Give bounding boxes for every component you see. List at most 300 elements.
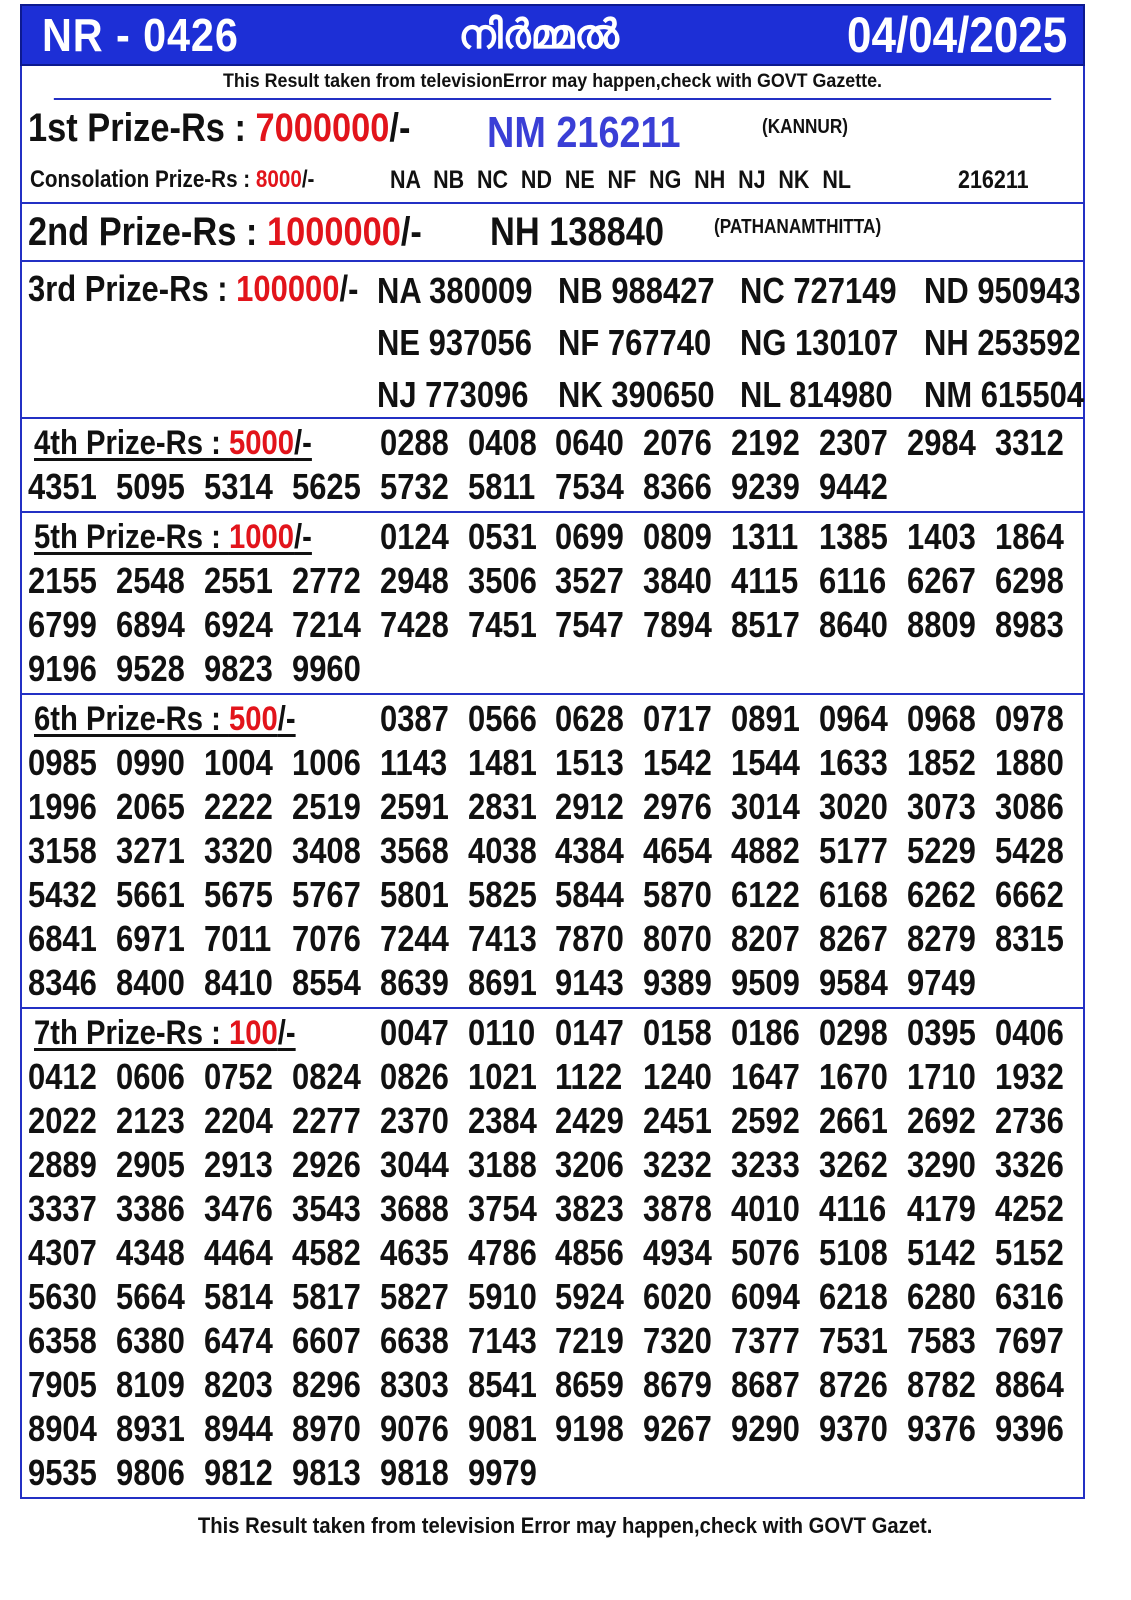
winning-number: 8400 xyxy=(115,962,185,1003)
prize-amount: 1000 xyxy=(228,518,295,556)
winning-number: 3262 xyxy=(819,1144,889,1185)
prize-amount: 500 xyxy=(228,700,278,738)
first-prize-ticket: NM 216211 xyxy=(487,108,681,157)
winning-number: 0124 xyxy=(379,516,449,557)
winning-number: 5825 xyxy=(467,874,537,915)
winning-number: 4348 xyxy=(115,1232,185,1273)
winning-number: 0186 xyxy=(731,1012,801,1053)
winning-number: 6358 xyxy=(28,1320,97,1361)
winning-number: 3020 xyxy=(819,786,889,827)
winning-number: 3206 xyxy=(555,1144,625,1185)
winning-number: 3543 xyxy=(291,1188,361,1229)
prize-label: 6th Prize-Rs xyxy=(34,700,203,738)
winning-number: 0606 xyxy=(115,1056,185,1097)
third-prize-ticket: NL 814980 xyxy=(739,374,893,415)
winning-number: 7547 xyxy=(555,604,625,645)
winning-number: 9535 xyxy=(28,1452,97,1493)
winning-number: 1143 xyxy=(379,742,447,783)
winning-number: 8279 xyxy=(907,918,977,959)
winning-number: 7413 xyxy=(467,918,537,959)
winning-number: 8554 xyxy=(291,962,361,1003)
winning-number: 5661 xyxy=(115,874,185,915)
winning-number: 2912 xyxy=(555,786,625,827)
winning-number: 5142 xyxy=(907,1232,977,1273)
third-prize-ticket: NK 390650 xyxy=(557,374,715,415)
winning-number: 9196 xyxy=(28,648,97,689)
second-prize-ticket: NH 138840 xyxy=(490,210,665,254)
winning-number: 2429 xyxy=(555,1100,625,1141)
winning-number: 3878 xyxy=(643,1188,713,1229)
top-notice: This Result taken from televisionError may happen,check with GOVT Gazette. xyxy=(54,66,1051,100)
winning-number: 8726 xyxy=(819,1364,889,1405)
second-prize-suffix: /- xyxy=(400,210,422,254)
winning-number: 0110 xyxy=(467,1012,535,1053)
winning-number: 2307 xyxy=(819,422,889,463)
second-prize-title xyxy=(28,210,486,255)
header-bar xyxy=(20,4,1085,66)
winning-number: 7894 xyxy=(643,604,713,645)
winning-number: 1544 xyxy=(731,742,801,783)
winning-number: 0699 xyxy=(555,516,625,557)
winning-number: 3290 xyxy=(907,1144,977,1185)
winning-number: 8687 xyxy=(731,1364,801,1405)
winning-number: 0891 xyxy=(731,698,801,739)
first-prize-section xyxy=(22,100,1083,204)
winning-number: 1481 xyxy=(467,742,537,783)
winning-number: 2976 xyxy=(643,786,713,827)
winning-number: 9979 xyxy=(467,1452,537,1493)
winning-number: 5229 xyxy=(907,830,977,871)
winning-number: 7870 xyxy=(555,918,625,959)
prize-label: 7th Prize-Rs xyxy=(34,1014,203,1052)
winning-number: 5675 xyxy=(203,874,273,915)
winning-number: 2551 xyxy=(203,560,273,601)
winning-number: 4635 xyxy=(379,1232,449,1273)
winning-number: 8809 xyxy=(907,604,977,645)
winning-number: 0752 xyxy=(203,1056,273,1097)
winning-number: 2661 xyxy=(819,1100,889,1141)
winning-number: 5625 xyxy=(291,466,361,507)
winning-number: 2692 xyxy=(907,1100,977,1141)
prize-section xyxy=(22,419,1083,513)
winning-number: 1542 xyxy=(643,742,713,783)
winning-number: 8315 xyxy=(995,918,1064,959)
winning-number: 7531 xyxy=(819,1320,889,1361)
third-prize-section xyxy=(22,262,1083,419)
winning-number: 4654 xyxy=(643,830,713,871)
winning-number: 6380 xyxy=(115,1320,185,1361)
winning-number: 2123 xyxy=(115,1100,185,1141)
winning-number: 3754 xyxy=(467,1188,537,1229)
third-prize-ticket: NH 253592 xyxy=(924,322,1081,363)
winning-number: 8659 xyxy=(555,1364,625,1405)
winning-number: 2772 xyxy=(291,560,361,601)
winning-number: 0717 xyxy=(643,698,713,739)
winning-number: 8970 xyxy=(291,1408,361,1449)
winning-number: 4038 xyxy=(467,830,537,871)
winning-number: 8296 xyxy=(291,1364,361,1405)
prize-amount: 100 xyxy=(228,1014,278,1052)
winning-number: 0628 xyxy=(555,698,625,739)
winning-number: 2204 xyxy=(203,1100,273,1141)
prize-title xyxy=(28,421,380,465)
winning-number: 1006 xyxy=(291,742,361,783)
winning-number: 3233 xyxy=(731,1144,801,1185)
winning-number: 4882 xyxy=(731,830,801,871)
winning-number: 0990 xyxy=(115,742,185,783)
winning-number: 3232 xyxy=(643,1144,713,1185)
winning-number: 6262 xyxy=(907,874,977,915)
winning-number: 8070 xyxy=(643,918,713,959)
winning-number: 8517 xyxy=(731,604,801,645)
winning-number: 0968 xyxy=(907,698,977,739)
prize-section xyxy=(22,513,1083,695)
winning-number: 6799 xyxy=(28,604,97,645)
winning-number: 4582 xyxy=(291,1232,361,1273)
winning-number: 5108 xyxy=(819,1232,889,1273)
winning-number: 8410 xyxy=(203,962,273,1003)
first-prize-label: 1st Prize-Rs : xyxy=(28,106,256,150)
winning-number: 6298 xyxy=(995,560,1064,601)
winning-number: 1240 xyxy=(643,1056,713,1097)
winning-number: 3271 xyxy=(115,830,185,871)
winning-number: 9376 xyxy=(907,1408,977,1449)
winning-number: 8679 xyxy=(643,1364,713,1405)
winning-number: 4179 xyxy=(907,1188,977,1229)
winning-number: 7697 xyxy=(995,1320,1064,1361)
prize-amount: 5000 xyxy=(228,424,295,462)
winning-number: 1864 xyxy=(995,516,1064,557)
prize-suffix: /- xyxy=(277,1014,296,1052)
winning-number: 1852 xyxy=(907,742,977,783)
winning-number: 0406 xyxy=(995,1012,1064,1053)
winning-number: 3568 xyxy=(379,830,449,871)
prize-sep: : xyxy=(202,700,229,738)
winning-number: 4384 xyxy=(555,830,625,871)
winning-number: 8782 xyxy=(907,1364,977,1405)
winning-number: 3326 xyxy=(995,1144,1064,1185)
winning-number: 5432 xyxy=(28,874,97,915)
third-prize-ticket: NM 615504 xyxy=(924,374,1085,415)
winning-number: 4786 xyxy=(467,1232,537,1273)
first-prize-suffix: /- xyxy=(389,106,411,150)
winning-number: 5870 xyxy=(643,874,713,915)
winning-number: 9389 xyxy=(643,962,713,1003)
winning-number: 5076 xyxy=(731,1232,801,1273)
prize-title xyxy=(28,1011,380,1055)
winning-number: 2591 xyxy=(379,786,449,827)
winning-number: 3337 xyxy=(28,1188,97,1229)
winning-number: 4934 xyxy=(643,1232,713,1273)
winning-number: 2370 xyxy=(379,1100,449,1141)
winning-number: 9076 xyxy=(379,1408,449,1449)
winning-number: 0288 xyxy=(379,422,449,463)
winning-number: 0985 xyxy=(28,742,97,783)
winning-number: 8639 xyxy=(379,962,449,1003)
third-prize-suffix: /- xyxy=(339,268,359,309)
winning-number: 9442 xyxy=(819,466,889,507)
winning-number: 0147 xyxy=(555,1012,625,1053)
winning-number: 8109 xyxy=(115,1364,185,1405)
winning-number: 6924 xyxy=(203,604,273,645)
winning-number: 7320 xyxy=(643,1320,713,1361)
winning-number: 2913 xyxy=(203,1144,273,1185)
winning-number: 5314 xyxy=(203,466,273,507)
winning-number: 8944 xyxy=(203,1408,273,1449)
winning-number: 5630 xyxy=(28,1276,97,1317)
third-prize-ticket: NE 937056 xyxy=(377,322,532,363)
prize-title xyxy=(28,515,380,559)
consolation-title xyxy=(30,166,361,194)
winning-number: 1021 xyxy=(467,1056,537,1097)
winning-number: 9749 xyxy=(907,962,977,1003)
winning-number: 7905 xyxy=(28,1364,97,1405)
winning-number: 9143 xyxy=(555,962,625,1003)
winning-number: 7143 xyxy=(467,1320,537,1361)
winning-number: 3408 xyxy=(291,830,361,871)
winning-number: 8640 xyxy=(819,604,889,645)
winning-number: 1633 xyxy=(819,742,889,783)
first-prize-title xyxy=(28,106,473,151)
consolation-amount: 8000 xyxy=(255,166,302,193)
winning-number: 6116 xyxy=(819,560,887,601)
winning-number: 9813 xyxy=(291,1452,361,1493)
winning-number: 5910 xyxy=(467,1276,537,1317)
winning-number: 1385 xyxy=(819,516,889,557)
winning-number: 6894 xyxy=(115,604,185,645)
winning-number: 3320 xyxy=(203,830,273,871)
winning-number: 0640 xyxy=(555,422,625,463)
winning-number: 7451 xyxy=(467,604,537,645)
prize-sep: : xyxy=(202,424,229,462)
prize-section xyxy=(22,695,1083,1009)
winning-number: 2984 xyxy=(907,422,977,463)
winning-number: 6280 xyxy=(907,1276,977,1317)
winning-number: 6020 xyxy=(643,1276,713,1317)
third-prize-ticket: NG 130107 xyxy=(739,322,899,363)
winning-number: 5801 xyxy=(379,874,449,915)
winning-number: 1880 xyxy=(995,742,1064,783)
prize-title xyxy=(28,697,380,741)
winning-number: 8931 xyxy=(115,1408,185,1449)
lottery-name: നിർമ്മൽ xyxy=(458,12,619,58)
winning-number: 2905 xyxy=(115,1144,185,1185)
winning-number: 7214 xyxy=(291,604,361,645)
second-prize-location: (PATHANAMTHITTA) xyxy=(714,216,882,238)
winning-number: 3158 xyxy=(28,830,97,871)
winning-number: 2451 xyxy=(643,1100,713,1141)
winning-number: 2022 xyxy=(28,1100,97,1141)
winning-number: 0964 xyxy=(819,698,889,739)
winning-number: 6638 xyxy=(379,1320,449,1361)
winning-number: 7244 xyxy=(379,918,449,959)
winning-number: 8346 xyxy=(28,962,97,1003)
winning-number: 2831 xyxy=(467,786,537,827)
winning-number: 1647 xyxy=(731,1056,801,1097)
winning-number: 8303 xyxy=(379,1364,449,1405)
winning-number: 9290 xyxy=(731,1408,801,1449)
winning-number: 6267 xyxy=(907,560,977,601)
third-prize-amount: 100000 xyxy=(236,268,340,309)
third-prize-ticket: NC 727149 xyxy=(739,270,897,311)
winning-number: 0047 xyxy=(379,1012,449,1053)
winning-number: 9509 xyxy=(731,962,801,1003)
winning-number: 2222 xyxy=(203,786,273,827)
winning-number: 7583 xyxy=(907,1320,977,1361)
winning-number: 6122 xyxy=(731,874,801,915)
first-prize-amount: 7000000 xyxy=(255,106,390,150)
winning-number: 4351 xyxy=(28,466,97,507)
third-prize-ticket: NF 767740 xyxy=(557,322,711,363)
winning-number: 5827 xyxy=(379,1276,449,1317)
winning-number: 6841 xyxy=(28,918,97,959)
winning-number: 8541 xyxy=(467,1364,537,1405)
winning-number: 2076 xyxy=(643,422,713,463)
second-prize-label: 2nd Prize-Rs : xyxy=(28,210,267,254)
winning-number: 1996 xyxy=(28,786,97,827)
winning-number: 3386 xyxy=(115,1188,185,1229)
footer-notice: This Result taken from television Error may happen,check with GOVT Gazet. xyxy=(198,1513,933,1538)
winning-number: 8691 xyxy=(467,962,537,1003)
winning-number: 1710 xyxy=(907,1056,977,1097)
winning-number: 0826 xyxy=(379,1056,449,1097)
winning-number: 1122 xyxy=(555,1056,623,1097)
third-prize-ticket: ND 950943 xyxy=(924,270,1081,311)
winning-number: 5664 xyxy=(115,1276,185,1317)
winning-number: 7076 xyxy=(291,918,361,959)
winning-number: 7377 xyxy=(731,1320,801,1361)
winning-number: 3527 xyxy=(555,560,625,601)
winning-number: 9823 xyxy=(203,648,273,689)
winning-number: 4010 xyxy=(731,1188,801,1229)
winning-number: 2277 xyxy=(291,1100,361,1141)
third-prize-ticket: NA 380009 xyxy=(377,270,533,311)
winning-number: 9960 xyxy=(291,648,361,689)
winning-number: 2065 xyxy=(115,786,185,827)
prize-suffix: /- xyxy=(294,424,312,462)
winning-number: 6662 xyxy=(995,874,1064,915)
winning-number: 7219 xyxy=(555,1320,625,1361)
winning-number: 9528 xyxy=(115,648,185,689)
winning-number: 2519 xyxy=(291,786,361,827)
winning-number: 3506 xyxy=(467,560,537,601)
winning-number: 5177 xyxy=(819,830,889,871)
winning-number: 6218 xyxy=(819,1276,889,1317)
winning-number: 9370 xyxy=(819,1408,889,1449)
winning-number: 2384 xyxy=(467,1100,537,1141)
third-prize-ticket: NJ 773096 xyxy=(377,374,529,415)
winning-number: 3044 xyxy=(379,1144,449,1185)
winning-number: 9818 xyxy=(379,1452,449,1493)
winning-number: 8983 xyxy=(995,604,1064,645)
winning-number: 2192 xyxy=(731,422,801,463)
winning-number: 9081 xyxy=(467,1408,537,1449)
winning-number: 8207 xyxy=(731,918,801,959)
third-prize-ticket: NB 988427 xyxy=(557,270,715,311)
prize-sep: : xyxy=(202,518,229,556)
winning-number: 9584 xyxy=(819,962,889,1003)
winning-number: 5844 xyxy=(555,874,625,915)
winning-number: 5814 xyxy=(203,1276,273,1317)
winning-number: 4307 xyxy=(28,1232,97,1273)
third-prize-title xyxy=(28,268,412,310)
winning-number: 6474 xyxy=(203,1320,273,1361)
draw-date: 04/04/2025 xyxy=(846,7,1067,63)
winning-number: 2926 xyxy=(291,1144,361,1185)
prize-label: 4th Prize-Rs xyxy=(34,424,203,462)
winning-number: 1004 xyxy=(203,742,273,783)
winning-number: 0978 xyxy=(995,698,1064,739)
winning-number: 8904 xyxy=(28,1408,97,1449)
winning-number: 7534 xyxy=(555,466,625,507)
prize-label: 5th Prize-Rs xyxy=(34,518,203,556)
winning-number: 9812 xyxy=(203,1452,273,1493)
winning-number: 3312 xyxy=(995,422,1064,463)
prize-section xyxy=(22,1009,1083,1497)
winning-number: 8267 xyxy=(819,918,889,959)
draw-number: NR - 0426 xyxy=(42,9,239,61)
winning-number: 1403 xyxy=(907,516,977,557)
second-prize-section xyxy=(22,204,1083,262)
result-sheet xyxy=(20,4,1085,1499)
winning-number: 6168 xyxy=(819,874,889,915)
winning-number: 1513 xyxy=(555,742,625,783)
winning-number: 3014 xyxy=(731,786,801,827)
winning-number: 8203 xyxy=(203,1364,273,1405)
winning-number: 5767 xyxy=(291,874,361,915)
winning-number: 2889 xyxy=(28,1144,97,1185)
winning-number: 9239 xyxy=(731,466,801,507)
winning-number: 8864 xyxy=(995,1364,1064,1405)
winning-number: 1670 xyxy=(819,1056,889,1097)
winning-number: 4252 xyxy=(995,1188,1064,1229)
winning-number: 2736 xyxy=(995,1100,1064,1141)
winning-number: 0387 xyxy=(379,698,449,739)
winning-number: 3688 xyxy=(379,1188,449,1229)
winning-number: 3840 xyxy=(643,560,713,601)
winning-number: 6607 xyxy=(291,1320,361,1361)
consolation-label: Consolation Prize-Rs : xyxy=(30,166,256,193)
prize-suffix: /- xyxy=(277,700,296,738)
winning-number: 1311 xyxy=(731,516,799,557)
first-prize-location: (KANNUR) xyxy=(762,116,848,138)
winning-number: 0408 xyxy=(467,422,537,463)
winning-number: 0809 xyxy=(643,516,713,557)
third-prize-label: 3rd Prize-Rs : xyxy=(28,268,237,309)
winning-number: 0395 xyxy=(907,1012,977,1053)
winning-number: 3188 xyxy=(467,1144,537,1185)
winning-number: 8366 xyxy=(643,466,713,507)
winning-number: 3073 xyxy=(907,786,977,827)
winning-number: 9267 xyxy=(643,1408,713,1449)
result-frame xyxy=(20,66,1085,1499)
winning-number: 4856 xyxy=(555,1232,625,1273)
winning-number: 5924 xyxy=(555,1276,625,1317)
winning-number: 2155 xyxy=(28,560,97,601)
winning-number: 0566 xyxy=(467,698,537,739)
winning-number: 5817 xyxy=(291,1276,361,1317)
winning-number: 0412 xyxy=(28,1056,97,1097)
winning-number: 5428 xyxy=(995,830,1064,871)
winning-number: 4115 xyxy=(731,560,799,601)
second-prize-amount: 1000000 xyxy=(266,210,401,254)
consolation-number: 216211 xyxy=(958,166,1029,194)
winning-number: 0158 xyxy=(643,1012,713,1053)
winning-number: 6316 xyxy=(995,1276,1064,1317)
winning-number: 5152 xyxy=(995,1232,1064,1273)
winning-number: 5811 xyxy=(467,466,535,507)
winning-number: 1932 xyxy=(995,1056,1064,1097)
